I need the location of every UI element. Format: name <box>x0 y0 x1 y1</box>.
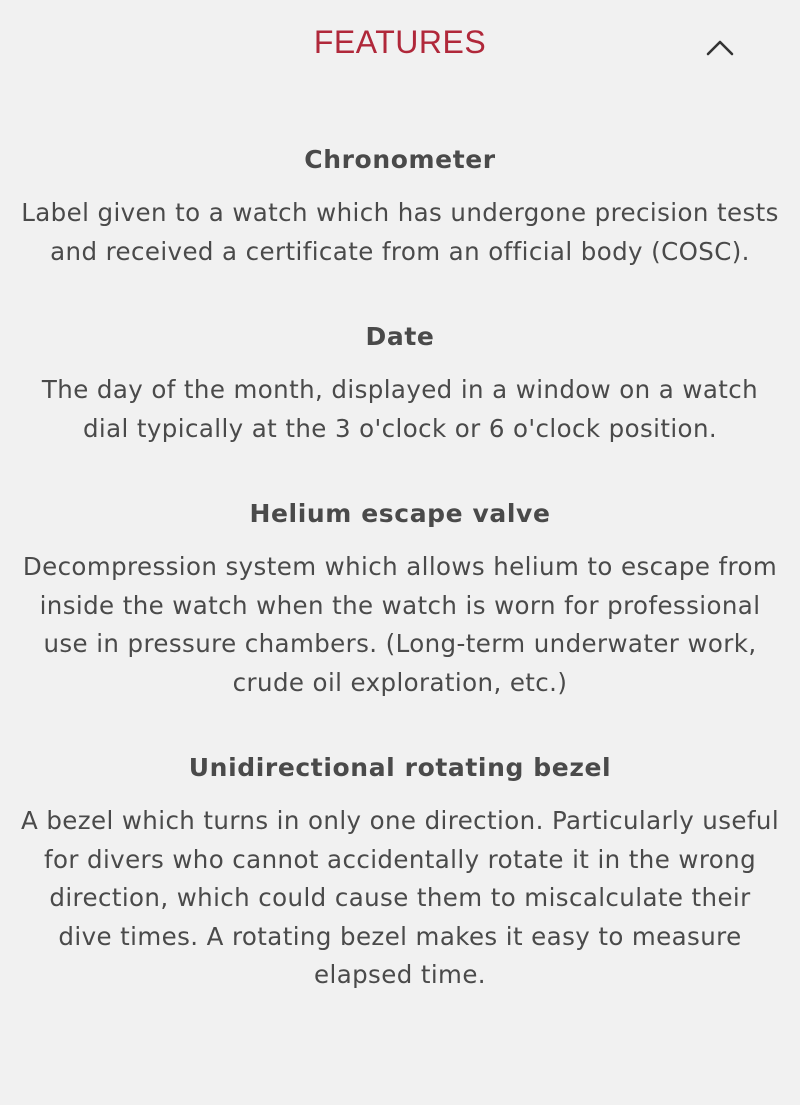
chevron-up-icon <box>700 28 740 68</box>
feature-title: Chronometer <box>304 145 496 174</box>
features-section-header[interactable] <box>0 0 800 92</box>
feature-description: Decompression system which allows helium to escape from inside the watch when the watch is worn for professional use in pressure chambers. (Long-term underwater work, crude oil exploration, etc.) <box>22 552 778 697</box>
feature-title: Date <box>365 322 435 351</box>
feature-chronometer <box>20 140 780 271</box>
feature-unidirectional-rotating-bezel <box>20 748 780 995</box>
feature-description: A bezel which turns in only one direction. Particularly useful for divers who cannot accidentally rotate it in the wrong direction, which could cause them to miscalculate their dive times. A rotating bezel makes it easy to measure elapsed time. <box>20 806 780 989</box>
feature-description: Label given to a watch which has undergone precision tests and received a certificate from an official body (COSC). <box>21 198 779 266</box>
feature-description: The day of the month, displayed in a window on a watch dial typically at the 3 o'clock or 6 o'clock position. <box>41 375 759 443</box>
feature-title: Unidirectional rotating bezel <box>188 753 612 782</box>
collapse-toggle-button[interactable] <box>700 28 740 68</box>
feature-title: Helium escape valve <box>249 499 551 528</box>
features-list <box>20 140 780 995</box>
feature-helium-escape-valve <box>20 494 780 702</box>
feature-date <box>20 317 780 448</box>
section-title: FEATURES <box>313 24 487 60</box>
